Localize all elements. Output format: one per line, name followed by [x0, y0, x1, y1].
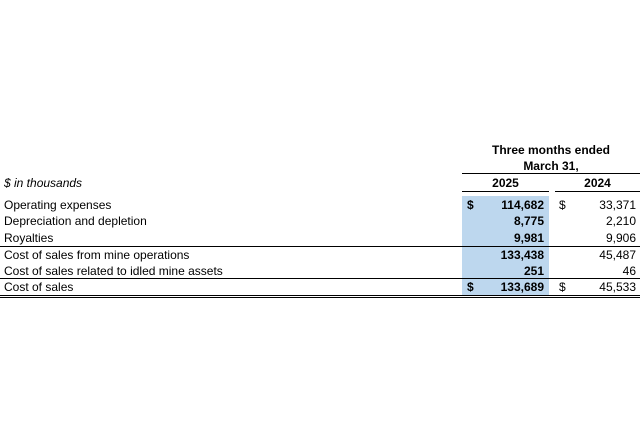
row-label-operating-expenses: Operating expenses [4, 198, 112, 212]
row-label-cost-of-sales-mine-operations: Cost of sales from mine operations [4, 248, 190, 262]
currency-symbol-2024: $ [559, 198, 566, 212]
row-label-cost-of-sales-total: Cost of sales [4, 280, 74, 294]
row-label-depreciation-depletion: Depreciation and depletion [4, 214, 147, 228]
double-underline-top [0, 295, 640, 296]
value-2024-royalties: 9,906 [605, 231, 636, 245]
units-label: $ in thousands [4, 176, 83, 190]
value-2024-cost-of-sales-total: 45,533 [599, 280, 636, 294]
total-rule [0, 278, 640, 279]
period-header-line1: Three months ended [491, 143, 610, 157]
currency-symbol-2025: $ [467, 198, 474, 212]
period-header-underline [462, 173, 640, 174]
value-2024-idled-mine-assets: 46 [622, 264, 636, 278]
value-2024-cost-of-sales-mine-operations: 45,487 [599, 248, 636, 262]
value-2024-operating-expenses: 33,371 [599, 198, 636, 212]
value-2025-royalties: 9,981 [513, 231, 544, 245]
value-2025-idled-mine-assets: 251 [523, 264, 544, 278]
period-header-line2: March 31, [523, 159, 579, 173]
value-2025-cost-of-sales-mine-operations: 133,438 [500, 248, 544, 262]
value-2025-depreciation-depletion: 8,775 [513, 214, 544, 228]
row-label-royalties: Royalties [4, 231, 54, 245]
value-2025-operating-expenses: 114,682 [501, 198, 544, 212]
currency-symbol-2024-total: $ [559, 280, 566, 294]
column-header-2025: 2025 [492, 176, 519, 190]
value-2024-depreciation-depletion: 2,210 [605, 214, 636, 228]
row-label-idled-mine-assets: Cost of sales related to idled mine assets [4, 264, 223, 278]
double-underline-bottom [0, 297, 640, 298]
column-header-2024-underline [555, 191, 640, 192]
value-2025-cost-of-sales-total: 133,689 [500, 280, 544, 294]
column-header-2025-underline [462, 191, 549, 192]
column-header-2024: 2024 [584, 176, 611, 190]
currency-symbol-2025-total: $ [467, 280, 474, 294]
